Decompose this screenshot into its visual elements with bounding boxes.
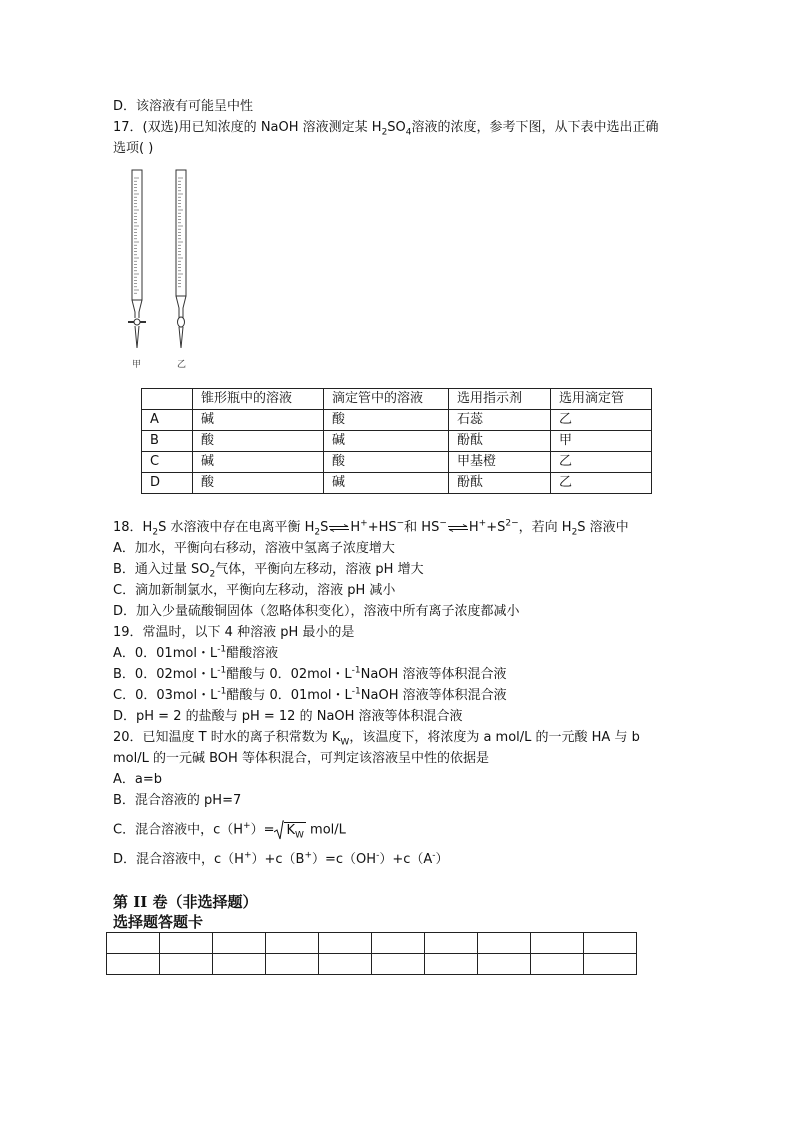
table-header-cell: 滴定管中的溶液 <box>324 389 449 410</box>
q17-stem-line1: 17．(双选)用已知浓度的 NaOH 溶液测定某 $H_2SO_4$溶液的浓度，参考下图，从下表中选出正确 <box>113 120 659 138</box>
burette-right <box>176 170 186 348</box>
q20-option-a: A．a=b <box>113 772 163 787</box>
answer-card-title: 选择题答题卡 <box>113 913 204 931</box>
equilibrium-arrow-icon <box>328 524 350 532</box>
table-cell: 乙 <box>551 473 652 494</box>
table-cell: 碱 <box>193 410 324 431</box>
table-header-row <box>142 389 652 410</box>
table-cell: 酸 <box>324 452 449 473</box>
answer-cell[interactable] <box>584 933 637 954</box>
q18-option-b: B．通入过量 $SO_2$气体，平衡向左移动，溶液 pH 增大 <box>113 562 424 580</box>
q18-stem: 18．$H_2S$ 水溶液中存在电离平衡 $H_2S$ H++HS−和 HS− $H^++S^{2-}$，若向 $H_2S$ 溶液中 <box>113 518 629 538</box>
table-cell: 石蕊 <box>449 410 551 431</box>
q20-option-d: D．混合溶液中，c（H+）+c（B+）=c（OH-）+c（A-） <box>113 850 449 867</box>
q16-option-d: D．该溶液有可能呈中性 <box>113 99 254 114</box>
table-cell: 碱 <box>324 431 449 452</box>
answer-cell[interactable] <box>213 933 266 954</box>
table-header-cell: 锥形瓶中的溶液 <box>193 389 324 410</box>
equilibrium-arrow-icon <box>447 524 469 532</box>
table-row <box>107 954 637 975</box>
burette-right-scale <box>178 178 183 287</box>
answer-cell[interactable] <box>425 954 478 975</box>
table-row <box>142 431 652 452</box>
answer-cell[interactable] <box>478 954 531 975</box>
label-yi: 乙 <box>177 360 187 370</box>
q20-stem-line2: mol/L 的一元碱 BOH 等体积混合，可判定该溶液呈中性的依据是 <box>113 751 489 766</box>
q17-stem-line2: 选项( ) <box>113 141 154 156</box>
table-cell: 乙 <box>551 410 652 431</box>
answer-cell[interactable] <box>531 933 584 954</box>
answer-cell[interactable] <box>478 933 531 954</box>
section-title: 第 II 卷（非选择题） <box>113 893 258 911</box>
q17-options-table <box>141 388 652 494</box>
table-row <box>107 933 637 954</box>
table-cell: 甲基橙 <box>449 452 551 473</box>
answer-cell[interactable] <box>266 933 319 954</box>
table-cell: 碱 <box>324 473 449 494</box>
table-cell: 酸 <box>193 473 324 494</box>
table-row <box>142 452 652 473</box>
q18-option-a: A．加水，平衡向右移动，溶液中氢离子浓度增大 <box>113 541 395 556</box>
table-cell: C <box>142 452 193 473</box>
table-header-cell <box>142 389 193 410</box>
table-header-cell: 选用指示剂 <box>449 389 551 410</box>
burette-left <box>128 170 146 348</box>
answer-cell[interactable] <box>107 933 160 954</box>
answer-cell[interactable] <box>160 954 213 975</box>
table-header-cell: 选用滴定管 <box>551 389 652 410</box>
answer-cell[interactable] <box>425 933 478 954</box>
table-cell: 酸 <box>324 410 449 431</box>
table-cell: 碱 <box>193 452 324 473</box>
q18-option-c: C．滴加新制氯水，平衡向左移动，溶液 pH 减小 <box>113 583 396 598</box>
table-cell: 甲 <box>551 431 652 452</box>
table-cell: A <box>142 410 193 431</box>
table-cell: B <box>142 431 193 452</box>
answer-cell[interactable] <box>372 933 425 954</box>
answer-cell[interactable] <box>266 954 319 975</box>
table-cell: 乙 <box>551 452 652 473</box>
answer-cell[interactable] <box>213 954 266 975</box>
table-cell: 酚酞 <box>449 431 551 452</box>
q20-stem-line1: 20．已知温度 T 时水的离子积常数为 $K_W$，该温度下，将浓度为 a mol/L 的一元酸 HA 与 b <box>113 730 640 748</box>
burette-figure <box>120 166 210 376</box>
table-cell: D <box>142 473 193 494</box>
q19-option-a: A．0．01mol・$L^{-1}$醋酸溶液 <box>113 644 279 661</box>
answer-cell[interactable] <box>531 954 584 975</box>
answer-cell[interactable] <box>372 954 425 975</box>
answer-card-table <box>106 932 637 975</box>
table-cell: 酚酞 <box>449 473 551 494</box>
sqrt-symbol: $K_W$ <box>274 820 305 840</box>
answer-cell[interactable] <box>584 954 637 975</box>
burette-left-scale <box>134 178 139 293</box>
table-row <box>142 410 652 431</box>
answer-cell[interactable] <box>319 933 372 954</box>
answer-cell[interactable] <box>319 954 372 975</box>
q19-option-d: D．pH = 2 的盐酸与 pH = 12 的 NaOH 溶液等体积混合液 <box>113 709 463 724</box>
table-row <box>142 473 652 494</box>
q19-option-b: B．0．02mol・$L^{-1}$醋酸与 0．02mol・$L^{-1}NaOH$ 溶液等体积混合液 <box>113 665 507 682</box>
q20-option-b: B．混合溶液的 pH=7 <box>113 793 242 808</box>
q18-option-d: D．加入少量硫酸铜固体（忽略体积变化），溶液中所有离子浓度都减小 <box>113 604 520 619</box>
q20-option-c: C．混合溶液中，$c(H^+)= K_W$ mol/L <box>113 821 346 841</box>
table-cell: 酸 <box>193 431 324 452</box>
q19-stem: 19．常温时，以下 4 种溶液 pH 最小的是 <box>113 625 355 640</box>
answer-cell[interactable] <box>107 954 160 975</box>
q19-option-c: C．0．03mol・$L^{-1}$醋酸与 0．01mol・$L^{-1}NaOH$ 溶液等体积混合液 <box>113 686 507 703</box>
answer-cell[interactable] <box>160 933 213 954</box>
label-jia: 甲 <box>132 360 142 370</box>
